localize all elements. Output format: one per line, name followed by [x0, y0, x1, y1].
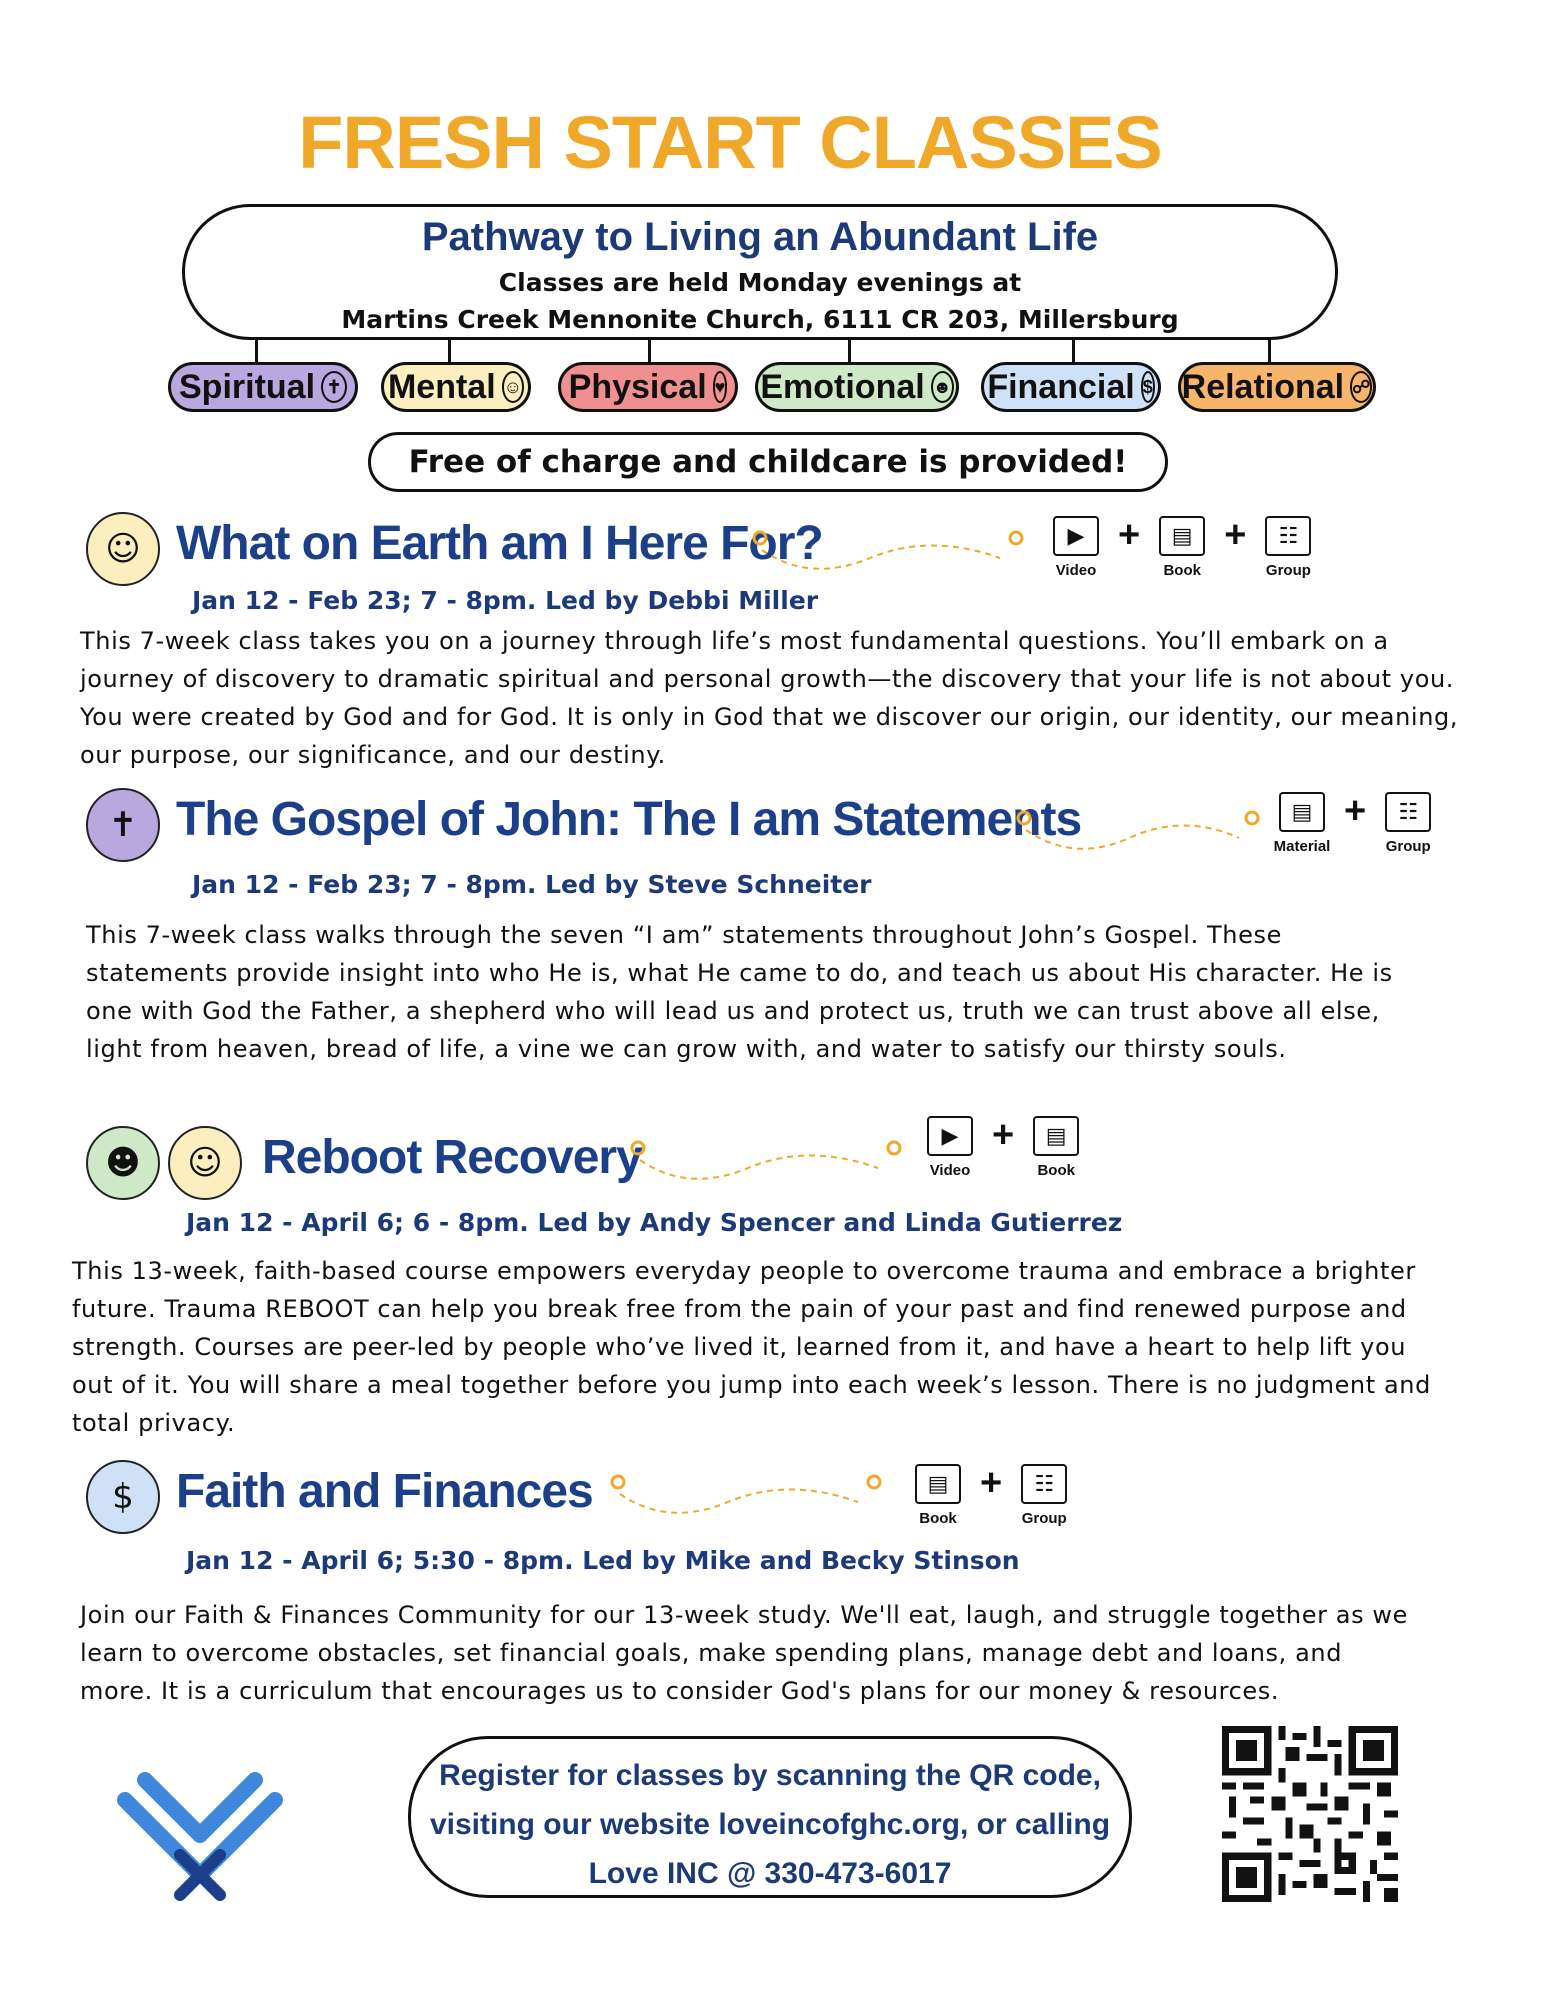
- media-item: [1256, 516, 1320, 579]
- pillar-financial: [981, 362, 1161, 412]
- heart-icon: ♥: [713, 371, 728, 403]
- people-icon: ☍: [1350, 371, 1372, 403]
- love-inc-logo: [115, 1760, 285, 1910]
- pillar-relational: [1178, 362, 1376, 412]
- brain-icon: ☺: [168, 1126, 242, 1200]
- class-title: What on Earth am I Here For?: [176, 517, 823, 570]
- class-description: Join our Faith & Finances Community for our 13-week study. We'll eat, laugh, and struggle together as we learn to overcome obstacles, set financial goals, make spending plans, manage debt and loans, and more. It is a curriculum that encourages us to consider God's plans for our money & resources.: [80, 1601, 1409, 1705]
- pillar-label: Physical: [568, 367, 707, 406]
- pathway-line-icon: [1014, 808, 1264, 858]
- media-item: [1376, 792, 1440, 855]
- brain-icon: ☺: [502, 371, 524, 403]
- class-title: Faith and Finances: [176, 1465, 593, 1518]
- register-line-1: Register for classes by scanning the QR code,: [439, 1759, 1101, 1792]
- pillar-label: Relational: [1181, 367, 1345, 406]
- plus-icon: +: [1344, 790, 1367, 832]
- media-row: [1270, 792, 1440, 855]
- class-date: Jan 12 - April 6; 5:30 - 8pm. Led by Mike and Becky Stinson: [186, 1546, 1020, 1575]
- video-camera-icon: ▶: [927, 1116, 973, 1156]
- media-item: [1150, 516, 1214, 579]
- money-jar-icon: $: [86, 1460, 160, 1534]
- pathway-line-icon: [608, 1472, 888, 1522]
- media-label: Video: [1055, 562, 1097, 579]
- emotions-icon: ☻: [86, 1126, 160, 1200]
- pathway-line-icon: [628, 1138, 908, 1188]
- pillar-label: Mental: [387, 367, 496, 406]
- cross-icon: ✝: [321, 371, 347, 403]
- media-row: [906, 1464, 1076, 1527]
- media-label: Book: [919, 1510, 957, 1527]
- group-icon: ☷: [1021, 1464, 1067, 1504]
- plus-icon: +: [1224, 514, 1247, 556]
- media-label: Video: [929, 1162, 971, 1179]
- media-label: Book: [1037, 1162, 1075, 1179]
- pillar-spiritual: [168, 362, 358, 412]
- plus-icon: +: [992, 1114, 1015, 1156]
- group-icon: ☷: [1265, 516, 1311, 556]
- video-camera-icon: ▶: [1053, 516, 1099, 556]
- header-line-2: Martins Creek Mennonite Church, 6111 CR 203, Millersburg: [341, 305, 1179, 334]
- header-subtitle: Pathway to Living an Abundant Life: [421, 215, 1099, 259]
- class-description: This 13-week, faith-based course empowers everyday people to overcome trauma and embrace a brighter future. Trauma REBOOT can help you break free from the pain of your past and find renewed purpose and strength. Courses are peer-led by people who’ve lived it, learned from it, and have a heart to help lift you out of it. You will share a meal together before you jump into each week’s lesson. There is no judgment and total privacy.: [72, 1257, 1431, 1437]
- class-date: Jan 12 - April 6; 6 - 8pm. Led by Andy Spencer and Linda Gutierrez: [186, 1208, 1123, 1237]
- media-label: Book: [1163, 562, 1201, 579]
- media-label: Group: [1265, 562, 1311, 579]
- page-title: FRESH START CLASSES: [298, 101, 1162, 184]
- media-label: Group: [1021, 1510, 1067, 1527]
- pillar-mental: [381, 362, 531, 412]
- plus-icon: +: [980, 1462, 1003, 1504]
- pillar-physical: [558, 362, 738, 412]
- pillar-label: Financial: [987, 367, 1135, 406]
- media-label: Group: [1385, 838, 1431, 855]
- header-box: [182, 204, 1338, 340]
- header-line-1: Classes are held Monday evenings at: [498, 268, 1022, 297]
- class-date: Jan 12 - Feb 23; 7 - 8pm. Led by Debbi Miller: [192, 586, 819, 615]
- register-line-3: Love INC @ 330-473-6017: [588, 1857, 952, 1890]
- book-icon: ▤: [1033, 1116, 1079, 1156]
- qr-code[interactable]: [1222, 1726, 1398, 1902]
- class-description: This 7-week class takes you on a journey through life’s most fundamental questions. You’ll embark on a journey of discovery to dramatic spiritual and personal growth—the discovery that your life is not about you. You were created by God and for God. It is only in God that we discover our origin, our identity, our meaning, our purpose, our significance, and our destiny.: [80, 627, 1459, 769]
- class-description: This 7-week class walks through the seven “I am” statements throughout John’s Gospel. These statements provide insight into who He is, what He came to do, and teach us about His character. He is one with God the Father, a shepherd who will lead us and protect us, truth we can trust above all else, light from heaven, bread of life, a vine we can grow with, and water to satisfy our thirsty souls.: [86, 921, 1393, 1063]
- book-icon: ▤: [1279, 792, 1325, 832]
- class-title: The Gospel of John: The I am Statements: [176, 793, 1082, 846]
- free-note: Free of charge and childcare is provided!: [368, 432, 1168, 492]
- pathway-line-icon: [750, 528, 1030, 578]
- media-item: [1024, 1116, 1088, 1179]
- group-icon: ☷: [1385, 792, 1431, 832]
- media-item: [1012, 1464, 1076, 1527]
- pillars-row: [168, 362, 1378, 414]
- register-line-2: visiting our website loveincofghc.org, or calling: [429, 1808, 1111, 1841]
- book-icon: ▤: [915, 1464, 961, 1504]
- class-title: Reboot Recovery: [262, 1131, 642, 1184]
- media-item: [1044, 516, 1108, 579]
- money-jar-icon: $: [1141, 371, 1155, 403]
- media-item: [906, 1464, 970, 1527]
- media-row: [918, 1116, 1088, 1179]
- book-icon: ▤: [1159, 516, 1205, 556]
- pillar-label: Emotional: [760, 367, 925, 406]
- register-box: [408, 1736, 1132, 1898]
- brain-icon: ☺: [86, 512, 160, 586]
- media-label: Material: [1273, 838, 1331, 855]
- pillar-emotional: [755, 362, 959, 412]
- pillar-label: Spiritual: [179, 367, 316, 406]
- plus-icon: +: [1118, 514, 1141, 556]
- cross-icon: ✝: [86, 788, 160, 862]
- class-date: Jan 12 - Feb 23; 7 - 8pm. Led by Steve Schneiter: [192, 870, 872, 899]
- emotions-icon: ☻: [931, 371, 954, 403]
- media-row: [1044, 516, 1320, 579]
- media-item: [1270, 792, 1334, 855]
- media-item: [918, 1116, 982, 1179]
